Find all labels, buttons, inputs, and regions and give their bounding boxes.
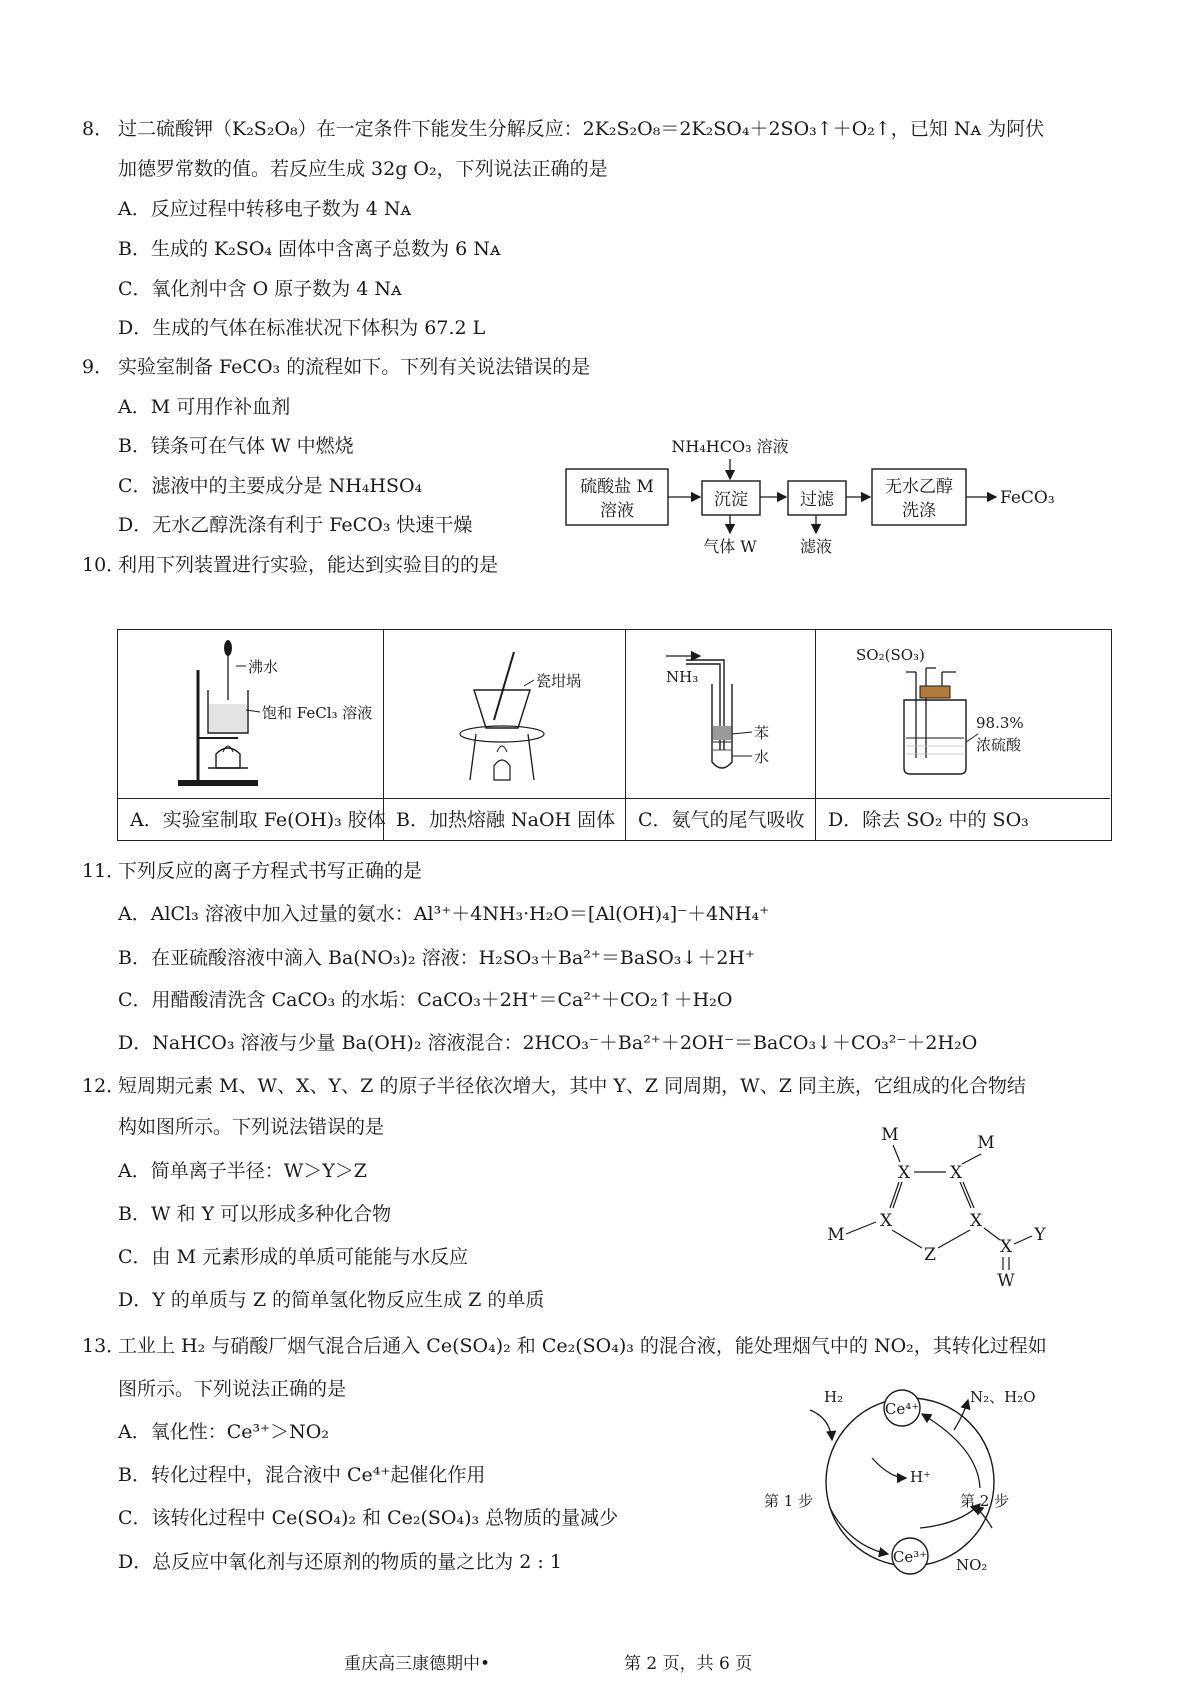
option-a: A．AlCl₃ 溶液中加入过量的氨水：Al³⁺＋4NH₃·H₂O＝[Al(OH)₄]⁻＋4NH₄⁺ (118, 903, 770, 925)
apparatus-d-conc-label: 98.3% (976, 714, 1024, 732)
option-d: D．生成的气体在标准状况下体积为 67.2 L (118, 317, 486, 339)
apparatus-c-water-label: 水 (754, 748, 770, 766)
flow-gas-w: 气体 W (703, 537, 757, 556)
atom-x3: X (879, 1211, 893, 1231)
option-a: A．M 可用作补血剂 (118, 396, 291, 418)
atom-x4: X (969, 1211, 983, 1231)
atom-x1: X (897, 1163, 911, 1183)
flow-box-salt-line2: 溶液 (600, 501, 634, 521)
question-stem: 利用下列装置进行实验，能达到实验目的的是 (118, 554, 499, 576)
n2-h2o-label: N₂、H₂O (970, 1388, 1036, 1406)
apparatus-d-acid-label: 浓硫酸 (976, 736, 1022, 754)
ce3-label: Ce³⁺ (892, 1548, 928, 1566)
apparatus-c-figure (626, 630, 816, 798)
structure-diagram (800, 1112, 1060, 1292)
apparatus-c-gas-label: NH₃ (666, 668, 699, 686)
option-b: B．在亚硫酸溶液中滴入 Ba(NO₃)₂ 溶液：H₂SO₃＋Ba²⁺＝BaSO₃↓＋2H⁺ (118, 947, 756, 969)
apparatus-d-gas-label: SO₂(SO₃) (856, 646, 925, 664)
h2-label: H₂ (824, 1388, 844, 1406)
flow-box-wash-line1: 无水乙醇 (885, 477, 953, 497)
question-stem: 实验室制备 FeCO₃ 的流程如下。下列有关说法错误的是 (118, 356, 591, 378)
option-d: D．NaHCO₃ 溶液与少量 Ba(OH)₂ 溶液混合：2HCO₃⁻＋Ba²⁺＋2OH⁻＝BaCO₃↓＋CO₃²⁻＋2H₂O (118, 1032, 978, 1054)
atom-m3: M (827, 1225, 845, 1245)
atom-x2: X (949, 1163, 963, 1183)
flow-diagram (560, 425, 1100, 560)
option-b: B．生成的 K₂SO₄ 固体中含离子总数为 6 Nᴀ (118, 238, 501, 260)
question-stem-cont: 构如图所示。下列说法错误的是 (118, 1116, 385, 1138)
flow-reagent-label: NH₄HCO₃ 溶液 (671, 437, 789, 456)
ce4-label: Ce⁴⁺ (884, 1400, 920, 1418)
option-a: A．简单离子半径：W＞Y＞Z (118, 1160, 367, 1182)
step1-label: 第 1 步 (764, 1492, 814, 1510)
atom-w: W (997, 1271, 1015, 1291)
atom-x5: X (999, 1237, 1013, 1257)
apparatus-b-figure (384, 630, 626, 798)
option-d: D．Y 的单质与 Z 的简单氢化物反应生成 Z 的单质 (118, 1289, 545, 1311)
footer-left: 重庆高三康德期中• (344, 1654, 491, 1674)
option-c: C．由 M 元素形成的单质可能能与水反应 (118, 1246, 469, 1268)
question-number: 11． (82, 860, 126, 882)
question-stem: 过二硫酸钾（K₂S₂O₈）在一定条件下能发生分解反应：2K₂S₂O₈＝2K₂SO₄＋2SO₃↑＋O₂↑，已知 Nᴀ 为阿伏 (118, 118, 1045, 140)
footer-page-number: 第 2 页，共 6 页 (624, 1654, 753, 1674)
question-number: 8． (82, 118, 114, 140)
apparatus-d-caption: D．除去 SO₂ 中的 SO₃ (816, 798, 1110, 840)
atom-y: Y (1034, 1225, 1046, 1245)
apparatus-d-figure (816, 630, 1110, 798)
flow-box-wash-line2: 洗涤 (902, 501, 936, 521)
option-c: C．滤液中的主要成分是 NH₄HSO₄ (118, 475, 423, 497)
question-number: 9． (82, 356, 114, 378)
flow-box-filter-text: 过滤 (800, 490, 834, 510)
option-a: A．氧化性：Ce³⁺＞NO₂ (118, 1421, 329, 1443)
flow-filtrate: 滤液 (799, 537, 833, 556)
cycle-diagram (760, 1378, 1080, 1578)
option-d: D．总反应中氧化剂与还原剂的物质的量之比为 2 : 1 (118, 1551, 562, 1573)
hplus-label: H⁺ (910, 1468, 931, 1486)
apparatus-b-cell (384, 630, 626, 798)
option-b: B．转化过程中，混合液中 Ce⁴⁺起催化作用 (118, 1464, 486, 1486)
apparatus-d-cell (816, 630, 1110, 798)
apparatus-c-caption: C．氨气的尾气吸收 (626, 798, 816, 840)
step2-label: 第 2 步 (960, 1492, 1010, 1510)
apparatus-a-figure (118, 630, 384, 798)
apparatus-b-label: 瓷坩埚 (536, 672, 582, 690)
apparatus-c-benzene-label: 苯 (754, 724, 770, 742)
flow-box-precipitate-text: 沉淀 (714, 490, 748, 510)
question-stem: 工业上 H₂ 与硝酸厂烟气混合后通入 Ce(SO₄)₂ 和 Ce₂(SO₄)₃ 的混合液，能处理烟气中的 NO₂，其转化过程如 (118, 1335, 1047, 1357)
apparatus-a-cell (118, 630, 384, 798)
question-stem-cont: 图所示。下列说法正确的是 (118, 1378, 347, 1400)
apparatus-b-caption: B．加热熔融 NaOH 固体 (384, 798, 626, 840)
apparatus-a-caption: A．实验室制取 Fe(OH)₃ 胶体 (118, 798, 384, 840)
option-c: C．用醋酸清洗含 CaCO₃ 的水垢：CaCO₃＋2H⁺＝Ca²⁺＋CO₂↑＋H₂O (118, 989, 733, 1011)
apparatus-c-cell (626, 630, 816, 798)
apparatus-table (117, 629, 1112, 841)
question-stem: 下列反应的离子方程式书写正确的是 (118, 860, 423, 882)
atom-z: Z (924, 1245, 936, 1265)
option-d: D．无水乙醇洗涤有利于 FeCO₃ 快速干燥 (118, 514, 473, 536)
option-b: B．W 和 Y 可以形成多种化合物 (118, 1203, 392, 1225)
option-c: C．氧化剂中含 O 原子数为 4 Nᴀ (118, 278, 402, 300)
atom-m1: M (881, 1125, 899, 1145)
question-number: 12． (82, 1075, 126, 1097)
atom-m2: M (977, 1133, 995, 1153)
flow-box-salt-line1: 硫酸盐 M (580, 477, 654, 497)
option-c: C．该转化过程中 Ce(SO₄)₂ 和 Ce₂(SO₄)₃ 总物质的量减少 (118, 1507, 619, 1529)
question-stem-cont: 加德罗常数的值。若反应生成 32g O₂，下列说法正确的是 (118, 158, 608, 180)
option-a: A．反应过程中转移电子数为 4 Nᴀ (118, 198, 412, 220)
option-b: B．镁条可在气体 W 中燃烧 (118, 435, 354, 457)
question-stem: 短周期元素 M、W、X、Y、Z 的原子半径依次增大，其中 Y、Z 同周期，W、Z 同主族，它组成的化合物结 (118, 1075, 1026, 1097)
question-number: 13． (82, 1335, 126, 1357)
no2-label: NO₂ (956, 1556, 988, 1574)
flow-product: FeCO₃ (1000, 488, 1055, 508)
apparatus-a-label-fecl3: 饱和 FeCl₃ 溶液 (262, 704, 373, 722)
apparatus-a-label-boiling: 沸水 (248, 658, 279, 676)
question-number: 10． (82, 554, 126, 576)
